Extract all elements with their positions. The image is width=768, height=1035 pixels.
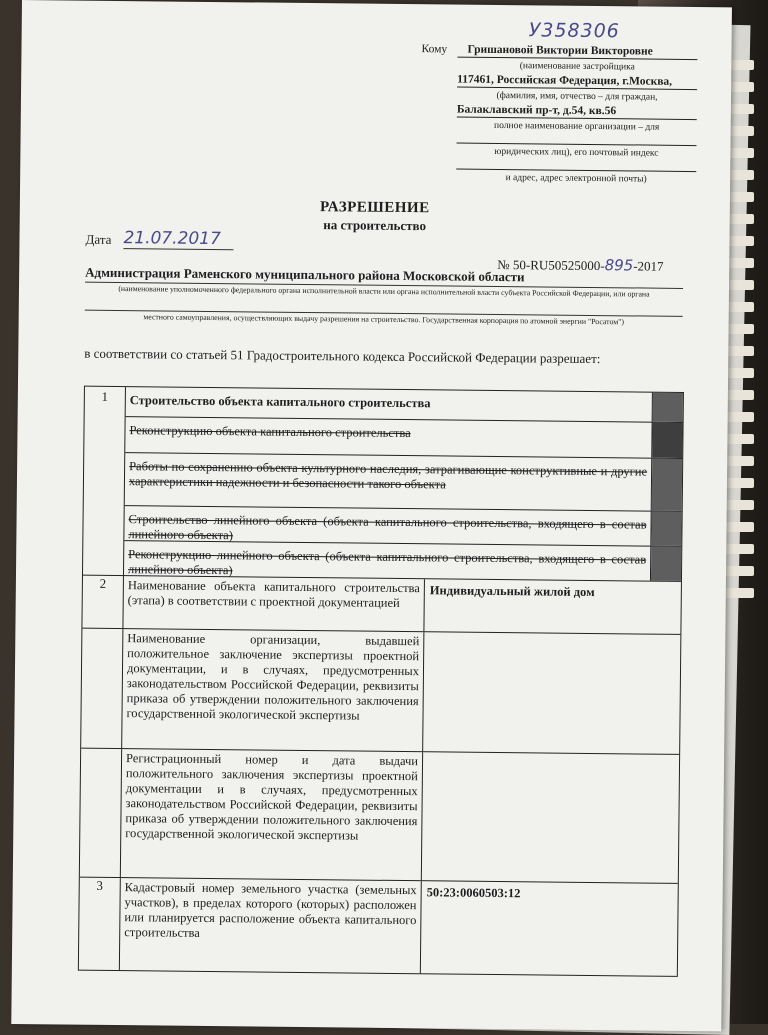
row-label: Наименование организации, выдавшей положительное заключение экспертизы проектной документации, и в случаях, предусмотренных законодательством Российской Федерации, реквизиты приказа об утверждении положительного заключения государственной экологической экспертизы: [122, 629, 424, 751]
permit-prefix: № 50-RU50525000-: [497, 256, 605, 274]
addressee-note: (фамилия, имя, отчество – для граждан,: [496, 90, 658, 103]
addressee-note: и адрес, адрес электронной почты): [505, 173, 647, 185]
section-3-row: [79, 878, 678, 976]
option-box: [651, 547, 681, 581]
addressee-note: (наименование застройщика: [519, 61, 635, 73]
date-label: Дата: [85, 231, 112, 247]
permit-suffix: -2017: [633, 258, 664, 274]
row-label: Регистрационный номер и дата выдачи положительного заключения экспертизы проектной документации и в случаях, предусмотренных законодательством Российской Федерации, реквизиты приказа об утверждении положительного заключения государственной экологической экспертизы: [121, 749, 423, 880]
date-value: 21.07.2017: [123, 228, 233, 250]
intro-text: в соответствии со статьей 51 Градостроительного кодекса Российской Федерации разрешает:: [84, 345, 601, 367]
section-2-row: [80, 749, 679, 884]
option-text: Реконструкцию объекта капитального строительства: [125, 417, 652, 458]
option-row: [125, 417, 682, 459]
addressee-address-1: 117461, Российская Федерация, г.Москва,: [457, 73, 697, 91]
issuer-name: Администрация Раменского муниципального района Московской области: [85, 265, 683, 289]
issuer-note: местного самоуправления, осуществляющих выдачу разрешения на строительство. Государственная корпорация по атомной энергии "Росатом"): [143, 312, 625, 327]
row-value: [422, 752, 679, 883]
section-2-row: [81, 629, 680, 755]
permit-handwritten: 895: [604, 256, 634, 275]
addressee-label: Кому: [421, 43, 448, 56]
row-number-empty: [80, 749, 122, 877]
addressee-note: полное наименование организации – для: [494, 120, 660, 133]
addressee-name: Гришановой Виктории Викторовне: [457, 43, 697, 61]
option-row: [124, 541, 681, 581]
section-1-options: [124, 387, 683, 581]
addressee-block: [421, 42, 697, 185]
row-value: Индивидуальный жилой дом: [429, 583, 595, 600]
option-row: [125, 453, 683, 512]
option-text: Реконструкцию линейного объекта (объекта капитального строительства, входящего в состав линейного объекта): [124, 541, 651, 581]
addressee-note: юридических лиц), его почтовый индекс: [494, 146, 659, 159]
row-value: [423, 632, 680, 754]
option-text: Строительство объекта капитального строительства: [126, 387, 653, 422]
permit-table: [78, 386, 684, 977]
row-label: Кадастровый номер земельного участка (земельных участков), в пределах которого (которых) расположен или планируется расположение объекта капитального строительства: [120, 878, 422, 973]
row-number: 3: [79, 878, 121, 970]
row-label: Наименование объекта капитального строительства (этапа) в соответствии с проектной документацией: [123, 576, 425, 631]
document-page: [11, 0, 732, 1031]
row-number: 2: [82, 576, 124, 628]
page-title: РАЗРЕШЕНИЕ: [319, 199, 430, 217]
addressee-address-2: Балаклавский пр-т, д.54, кв.56: [457, 103, 697, 121]
option-row: [124, 506, 681, 547]
option-box: [652, 423, 682, 458]
section-1: [83, 387, 683, 582]
row-number-empty: [81, 629, 123, 748]
issuer-note: (наименование уполномоченного федерального органа исполнительной власти или органа исполнительной власти субъекта Российской Федерации, или органа: [118, 284, 650, 299]
section-2-row: [82, 576, 681, 635]
option-text: Строительство линейного объекта (объекта капитального строительства, входящего в состав линейного объекта): [124, 506, 651, 546]
option-box: [652, 459, 683, 511]
handwritten-number: У358306: [528, 19, 620, 43]
option-box: [651, 512, 681, 546]
page-subtitle: на строительство: [323, 217, 427, 234]
row-value: 50:23:0060503:12: [426, 885, 521, 901]
option-text: Работы по сохранению объекта культурного наследия, затрагивающие конструктивные и другие характеристики надежности и безопасности такого объекта: [125, 453, 653, 511]
row-number: 1: [83, 387, 126, 575]
option-box: [653, 393, 683, 422]
